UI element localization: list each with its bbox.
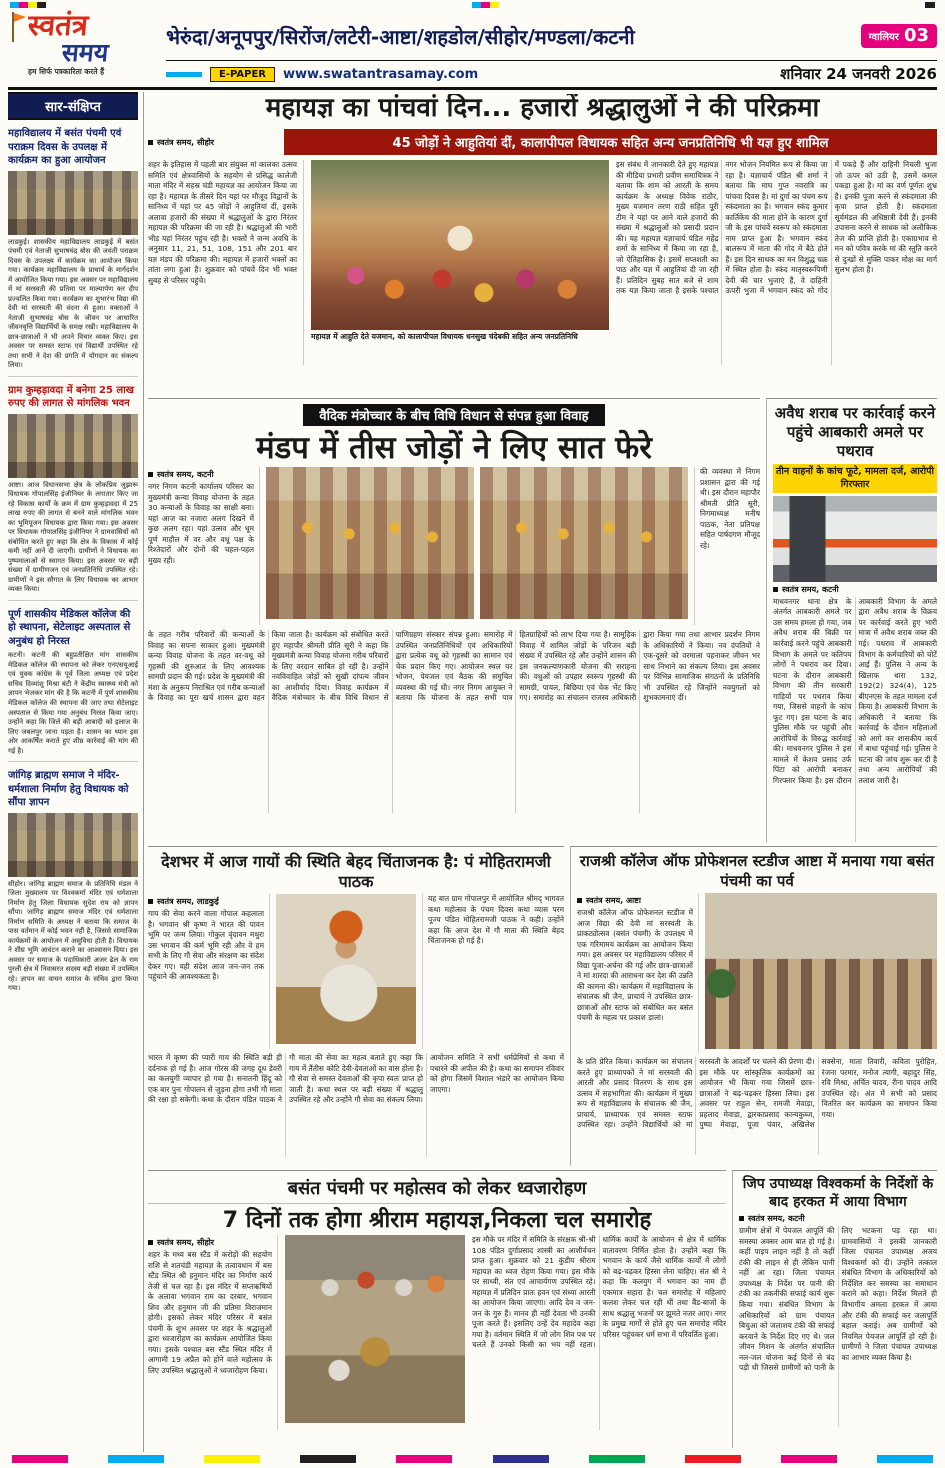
article-ram-mahayagya: [148, 1170, 726, 1448]
body-columns-right: इस संबंध में जानकारी देते हुए महायज्ञ की मीडिया प्रभारी प्रवीण समाचित्रक ने बताया कि शाम को आरती के समय कार्यक्रम के अध्यक्ष विवेक राठौर, मुख्य यजमान तरण राठी सहित पूरी टीम ने यहां पर आने वाले हजारों की संख्या में श्रद्धालुओं को प्रसादी प्रदान की। यह महायज्ञ यज्ञाचार्य पंडित महेंद्र शर्मा के सानिध्य में किया जा रहा है, जो ऐतिहासिक है। इसमें सप्तशती का पाठ और यज्ञ में आहुतियां दी जा रही हैं। प्रतिदिन सुबह सात बजे से शाम तक यज्ञ किया जाता है इसके पश्चात नगर भोजन नियमित रूप से किया जा रहा है। यज्ञाचार्य पंडित श्री शर्मा ने बताया कि माघ गुप्त नवरात्रि का पांचवा दिवस है। मां दुर्गा का पंचम रूप स्कंदमाता का है। भगवान स्कंद कुमार कार्तिकेय की माता होने के कारण दुर्गा जी के इस पांचवें स्वरूप को स्कंदमाता नाम प्राप्त हुआ है। भगवान स्कंद बालरूप में माता की गोद में बैठे होते हैं। इस दिन साधक का मन विशुद्ध चक्र में स्थित होता है। स्कंद मातृस्वरूपिणी देवी की चार भुजाएं हैं, वे दाहिनी ऊपरी भुजा में भगवान स्कंद को गोद में पकड़े हैं और दाहिनी निचली भुजा जो ऊपर को उठी है, उसमें कमल पकड़ा हुआ है। मां का वर्ण पूर्णतः शुभ्र है। इनकी पूजा करने से स्कंदमाता की कृपा प्राप्त होती है। स्कंदमाता सूर्यमंडल की अधिष्ठात्री देवी हैं। इनकी उपासना करने से साधक को अलौकिक तेज की प्राप्ति होती है। एकाग्रभाव से मन को पवित्र करके मां की स्तुति करने से दुःखों से मुक्ति पाकर मोक्ष का मार्ग सुलभ होता है।: [616, 160, 937, 296]
brief-mangalik-bhavan: [8, 384, 138, 601]
brief-college-event: [8, 127, 138, 377]
excise-vehicle-photo: [773, 496, 937, 582]
body-column-left: [148, 1235, 278, 1430]
brief-headline: ग्राम कुम्हड़ावदा में बनेगा 25 लाख रुपए की लागत से मांगलिक भवन: [8, 384, 134, 410]
byline: स्वतंत्र समय, कटनी: [739, 1213, 937, 1224]
wedding-photo-1: [266, 467, 474, 619]
article-mahayagya: [148, 94, 937, 394]
brief-headline: पूर्ण शासकीय मेडिकल कॉलेज की हो स्थापना, सेटेलाइट अस्पताल से अनुबंध हो निरस्त: [8, 608, 131, 647]
body-column-left: [148, 467, 260, 625]
body-columns: माधवनगर थाना क्षेत्र के अंतर्गत आबकारी अमले पर उस समय हमला हो गया, जब अवैध शराब की बिक्री पर कार्रवाई करने पहुंचे आबकारी विभाग के अमले पर कतिपय लोगों ने पथराव कर दिया। घटना के दौरान आबकारी विभाग की तीन सरकारी गाड़ियों पर पथराव किया गया, जिससे वाहनों के कांच फूट गए। इस घटना के बाद पुलिस मौके पर पहुंची और आरोपियों के विरुद्ध कार्रवाई की। माधवनगर पुलिस ने इस मामले में केशव प्रसाद उर्फ पिंटा को आरोपी बनाकर गिरफ्तार किया है। इस दौरान आबकारी विभाग के अमले द्वारा अवैध शराब के विक्रय पर कार्रवाई करते हुए भारी मात्रा में अवैध शराब जब्त की गई। पथराव में आबकारी विभाग के कर्मचारियों को चोटें आई हैं। पुलिस ने अन्य के खिलाफ धारा 132, 192(2) 324(4), 125 बीएनएस के तहत मामला दर्ज किया है। आबकारी विभाग के अधिकारी ने बताया कि कार्रवाई के दौरान महिलाओं को आगे कर शासकीय कार्य में बाधा पहुंचाई गई। पुलिस ने घटना की जांच शुरू कर दी है तथा अन्य आरोपियों की तलाश जारी है।: [773, 596, 937, 785]
print-color-bar: [12, 1455, 933, 1463]
byline: स्वतंत्र समय, सीहोर: [148, 1237, 272, 1248]
page-content: [8, 92, 937, 1452]
brief-medical-college: [8, 608, 138, 762]
brief-body: सीहोर। जांगिड़ ब्राह्मण समाज के प्रतिनिधि मंडल ने जिला मुख्यालय पर विश्वकर्मा मंदिर एवं धर्मशाला निर्माण हेतु जिला विधायक सुदेश राय को ज्ञापन सौंपा। जांगिड़ ब्राह्मण समाज मंदिर एवं धर्मशाला निर्माण समिति के अध्यक्ष ने बताया कि समाज के पास वर्तमान में कोई भवन नहीं है, जिससे सामाजिक कार्यक्रमों के आयोजन में असुविधा होती है। विधायक ने शीघ्र भूमि आवंटन कराने का आश्वासन दिया। इस अवसर पर समाज के पदाधिकारी अजर ढेल के राम पुरली क्षेत्र में निवासरत सदस्य बड़ी संख्या में उपस्थित रहे। ज्ञापन का वाचन समाज के सचिव द्वारा किया गया।: [8, 879, 138, 993]
article-mass-wedding: [148, 398, 760, 842]
body-text: राजश्री कॉलेज ऑफ प्रोफेशनल स्टडीज में आज विद्या की देवी मां सरस्वती के प्राकट्योत्सव (बसंत पंचमी) के उपलक्ष्य में एक गरिमामय कार्यक्रम का आयोजन किया गया। इस अवसर पर महाविद्यालय परिसर में विद्या पूजा-अर्चना की गई और छात्र-छात्राओं ने मां शारदा की आराधना कर देश की उन्नति की कामना की। कार्यक्रम में महाविद्यालय के संचालक श्री जैन, प्राचार्य ने उपस्थित छात्र-छात्राओं और स्टाफ को संबोधित कर बसंत पंचमी के महत्व पर प्रकाश डाला।: [577, 908, 693, 1023]
article-excise-stone-pelting: [766, 398, 937, 842]
sidebar-header: सार-संक्षिप्त: [8, 92, 138, 120]
body-columns-right: इस मौके पर मंदिर में समिति के संरक्षक श्री-श्री 108 पंडित दुर्गाप्रसाद शास्त्री का आशीर्वचन प्राप्त हुआ। शुक्रवार को 21 कुंडीय श्रीराम महायज्ञ का ध्वज रोहण किया गया। इस मौके पर साध्वी, संत एवं आचार्यगण उपस्थित रहे। महायज्ञ में प्रतिदिन प्रातः हवन एवं संध्या आरती का आयोजन किया जाएगा। आदि देव व जन-जन के गुरु हैं। मानव ही नहीं देवता भी उनकी पूजा करते हैं। इसलिए उन्हें देव महादेव कहा गया है। वर्तमान स्थिति में जो लोग शिव पथ पर चलते हैं उनको किसी का भय नहीं रहता। धार्मिक कार्यों के आयोजन से क्षेत्र में धार्मिक वातावरण निर्मित होता है। उन्होंने कहा कि भगवान के कार्य जैसे धार्मिक कार्यों में लोगों को बढ़-चढ़कर हिस्सा लेना चाहिए। संत श्री ने कहा कि कलयुग में भगवान का नाम ही एकमात्र सहारा है। चल समारोह में महिलाएं कलश लेकर चल रही थीं तथा बैंड-बाजों के साथ श्रद्धालु भजनों पर झूमते नजर आए। नगर के प्रमुख मार्गों से होते हुए चल समारोह मंदिर परिसर पहुंचकर धर्म सभा में परिवर्तित हुआ।: [472, 1235, 726, 1350]
article-headline: मंडप में तीस जोड़ों ने लिए सात फेरे: [256, 430, 652, 466]
color-bar-segment: [877, 1455, 933, 1463]
article-headline: 7 दिनों तक होगा श्रीराम महायज्ञ,निकला चल समारोह: [222, 1208, 652, 1233]
body-column-left: शहर के इतिहास में पहली बार संयुक्त मां कालका उत्सव समिति एवं क्षेत्रवासियों के सहयोग से प्रसिद्ध कालेजी माता मंदिर में सहस्र चंडी महायज्ञ का आयोजन किया जा रहा है। महायज्ञ के तीसरे दिन यहां पर मौजूद विद्वानों के सानिध्य में यहां पर 45 जोड़ों ने आहुतियां दीं, इसके अलावा हजारों की संख्या में श्रद्धालुओं के द्वारा निरंतर महायज्ञ की परिक्रमा की जा रही है। श्रद्धालुओं की भारी भीड़ यहां निरंतर पहुंच रही है। भक्तों ने जन्म अवधि के अनुसार 11, 21, 51, 108, 151 और 201 बार यज्ञ मंडप की परिक्रमा की। महायज्ञ में हजारों भक्तों का तांता लगा हुआ है। शुक्रवार को पांचवें दिन भी भक्त सुबह से परिसर पहुंचे।: [148, 160, 304, 365]
article-body: [148, 467, 760, 625]
city-name: ग्वालियर: [868, 32, 899, 43]
procession-photo: [285, 1235, 465, 1423]
color-bar-segment: [108, 1455, 164, 1463]
brief-photo-college-event: [8, 171, 138, 235]
logo-text-samay: समय: [60, 38, 110, 68]
masthead: [8, 10, 937, 90]
news-briefs-sidebar: [8, 92, 144, 1452]
brief-photo-gyapan: [8, 813, 138, 877]
mahayagya-photo: [311, 160, 609, 330]
color-registration-mark: [472, 2, 499, 8]
kathavachak-photo: [276, 894, 416, 1044]
body-text: शहर के मध्य बस स्टैंड में करोड़ों की सहयोग राशि से शतचंडी महायज्ञ के तत्वावधान में बस स्टैंड स्थित श्री हनुमान मंदिर का निर्माण कार्य तेजी से चल रहा है। इस मंदिर में सप्तऋषियों के अलावा भगवान राम का दरबार, भगवान शिव और हनुमान जी की प्रतिमा विराजमान होगी। इसको लेकर मंदिर परिसर में बसंत पंचमी के शुभ अवसर पर शहर के श्रद्धालुओं द्वारा ध्वजारोहण का कार्यक्रम आयोजित किया गया। इसके पश्चात बस स्टैंड स्थित मंदिर में आगामी 19 अप्रैल को होने वाले महोत्सव के लिए उपस्थित श्रद्धालुओं ने ध्वजारोहण किया।: [148, 1250, 272, 1375]
body-columns-bottom: के तहत गरीब परिवारों की कन्याओं के विवाह का सपना साकार हुआ। मुख्यमंत्री कन्या विवाह योजना के तहत वर-वधू को गृहस्थी की शुरुआत के लिए आवश्यक सामग्री प्रदान की गई। प्रदेश के मुख्यमंत्री की मंशा के अनुरूप निराश्रित एवं गरीब कन्याओं के विवाह का पूरा खर्च शासन द्वारा वहन किया जाता है। कार्यक्रम को संबोधित करते हुए महापौर श्रीमती प्रीति सूरी ने कहा कि मुख्यमंत्री कन्या विवाह योजना गरीब परिवारों के लिए वरदान साबित हो रही है। उन्होंने नवविवाहित जोड़ों को सुखी दांपत्य जीवन का आशीर्वाद दिया। विवाह कार्यक्रम में वैदिक मंत्रोच्चार के बीच विधि विधान से पाणिग्रहण संस्कार संपन्न हुआ। समारोह में उपस्थित जनप्रतिनिधियों एवं अधिकारियों द्वारा प्रत्येक वधू को गृहस्थी का सामान एवं चेक प्रदान किए गए। आयोजन स्थल पर भोजन, पेयजल एवं बैठक की समुचित व्यवस्था की गई थी। नगर निगम आयुक्त ने बताया कि योजना के तहत सभी पात्र हितग्राहियों को लाभ दिया गया है। सामूहिक विवाह में शामिल जोड़ों के परिजन बड़ी संख्या में उपस्थित रहे और उन्होंने शासन की इस जनकल्याणकारी योजना की सराहना की। वधुओं को उपहार स्वरूप गृहस्थी की सामग्री, पायल, बिछिया एवं चेक भेंट किए गए। समारोह का संचालन राजस्व अधिकारी द्वारा किया गया तथा आभार प्रदर्शन निगम के अधिकारियों ने किया। नव दंपतियों ने एक-दूसरे को वरमाला पहनाकर जीवन भर साथ निभाने का संकल्प लिया। इस अवसर पर विभिन्न सामाजिक संगठनों के प्रतिनिधि भी उपस्थित रहे जिन्होंने नवयुगलों को शुभकामनाएं दीं।: [148, 630, 760, 703]
logo-text-swatantra: स्वतंत्र: [26, 8, 90, 42]
brief-headline: महाविद्यालय में बसंत पंचमी एवं पराक्रम दिवस के उपलक्ष में कार्यक्रम का हुआ आयोजन: [8, 128, 122, 166]
article-headline: महायज्ञ का पांचवां दिन... हजारों श्रद्धालुओं ने की परिक्रमा: [265, 94, 820, 123]
byline: स्वतंत्र समय, कटनी: [148, 469, 254, 480]
body-column-right: यह बात ग्राम गोपालपुर में आयोजित श्रीमद् भागवत कथा महोत्सव के पंचम दिवस कथा व्यास परम पूज्य पंडित मोहितरामजी पाठक ने कही। उन्होंने कहा कि आज देश में गौ माता की स्थिति बेहद चिंताजनक हो गई है।: [422, 894, 564, 1049]
color-bar-segment: [396, 1455, 452, 1463]
color-bar-segment: [685, 1455, 741, 1463]
edition-date: शनिवार 24 जनवरी 2026: [780, 65, 937, 83]
body-columns-bottom: भारत में कृष्ण की प्यारी गाय की स्थिति बड़ी ही दर्दनाक हो गई है। आज गोरस की जगह दूध डेयरी का कलयुगी व्यापार हो गया है। सनातनी हिंदू को एक बार पुनः गोपालन से जुड़ना होगा तभी गौ माता की रक्षा हो सकेगी। कथा के दौरान पंडित पाठक ने गौ माता की सेवा का महत्व बताते हुए कहा कि गाय में तैंतीस कोटि देवी-देवताओं का वास होता है। गौ सेवा से समस्त देवताओं की कृपा स्वतः प्राप्त हो जाती है। कथा स्थल पर बड़ी संख्या में श्रद्धालु उपस्थित रहे और उन्होंने गौ सेवा का संकल्प लिया। आयोजन समिति ने सभी धर्मप्रेमियों से कथा में पधारने की अपील की है। कथा का समापन रविवार को होगा जिसमें विशाल भंडारे का आयोजन किया जाएगा।: [148, 1053, 564, 1105]
body-column-left: [577, 893, 699, 1053]
byline: स्वतंत्र समय, कटनी: [773, 584, 937, 595]
article-figure: [311, 160, 609, 365]
byline: स्वतंत्र समय, आष्टा: [577, 895, 693, 906]
edition-strip: [166, 12, 937, 60]
article-kicker: बसंत पंचमी पर महोत्सव को लेकर ध्वजारोहण: [148, 1174, 726, 1204]
page-number: 03: [903, 25, 929, 46]
color-registration-mark: [925, 2, 935, 8]
article-cow-condition: [148, 846, 564, 1166]
article-subhead: तीन वाहनों के कांच फूटे, मामला दर्ज, आरोपी गिरफ्तार: [773, 464, 937, 493]
brief-jangid-samaj: [8, 769, 138, 999]
body-text: नगर निगम कटनी कार्यालय परिसर का मुख्यमंत्री कन्या विवाह योजना के तहत 30 कन्याओं के विवाह का साक्षी बना। यहां आज का नजारा अलग दिखने में कुछ अलग रहा। यहां उत्सव और धूम पूर्ण माहौल में वर और वधू पक्ष के रिश्तेदारों और दोनों की चहल-पहल मुख्य रही।: [148, 482, 254, 565]
byline: स्वतंत्र समय, सीहोर: [148, 137, 276, 148]
body-column-right: की व्यवस्था में निगम प्रशासन द्वारा की गई थी। इस दौरान महापौर श्रीमती प्रीति सूरी, निगमाध्यक्ष मनीष पाठक, नेता प्रतिपक्ष सहित पार्षदगण मौजूद रहे।: [694, 467, 760, 625]
brief-body: आष्टा। आज विधानसभा क्षेत्र के लोकप्रिय जुझारू विधायक गोपालसिंह इंजीनियर के लगातार किए जा रहे विकास कार्यों के क्रम में ग्राम कुम्हड़ावदा में 25 लाख रुपए की लागत से बनने वाले मांगलिक भवन का भूमिपूजन विधायक द्वारा किया गया। इस अवसर पर विधायक गोपालसिंह इंजीनियर ने ग्रामवासियों को संबोधित करते हुए कहा कि क्षेत्र के विकास में कोई कमी नहीं आने दी जाएगी। ग्रामीणों ने विधायक का पुष्पमालाओं से स्वागत किया। इस अवसर पर बड़ी संख्या में ग्रामीणजन एवं जनप्रतिनिधि उपस्थित रहे। ग्रामीणों ने इस सौगात के लिए विधायक का आभार व्यक्त किया।: [8, 480, 138, 594]
brief-body: लाडकुई। शासकीय महाविद्यालय लाडकुई में बसंत पंचमी एवं नेताजी सुभाषचंद्र बोस की जयंती पराक्रम दिवस के उपलक्ष्य में कार्यक्रम का आयोजन किया गया। कार्यक्रम महाविद्यालय के प्राचार्य के मार्गदर्शन में आयोजित किया गया। इस अवसर पर महाविद्यालय में मां सरस्वती की प्रतिमा पर माल्यार्पण कर दीप प्रज्वलित किया गया। कार्यक्रम का शुभारंभ विद्या की देवी मां सरस्वती की वंदना से हुआ। वक्ताओं ने नेताजी सुभाषचंद्र बोस के जीवन पर आधारित जीवनवृत्ति विद्यार्थियों के समक्ष रखी। महाविद्यालय के छात्र-छात्राओं ने भी अपने विचार व्यक्त किए। इस अवसर पर समस्त स्टाफ एवं विद्यार्थी उपस्थित रहे तथा सभी ने देश की प्रगति में योगदान का संकल्प लिया।: [8, 237, 138, 370]
edition-locations: भेरुंदा/अनूपपुर/सिरोंज/लटेरी-आष्टा/शहडोल/सीहोर/मण्डला/कटनी: [166, 24, 635, 49]
wedding-photo-2: [480, 467, 688, 619]
tagline: हम सिर्फ पत्रकारिता करते हैं: [28, 67, 105, 77]
newspaper-logo: [10, 10, 158, 86]
article-water-department: [732, 1170, 937, 1448]
article-body: [148, 160, 937, 365]
color-bar-segment: [493, 1455, 549, 1463]
article-headline: देशभर में आज गायों की स्थिति बेहद चिंताजनक है: पं मोहितरामजी पाठक: [161, 852, 551, 891]
body-columns-bottom: के प्रति प्रेरित किया। कार्यक्रम का संचालन करते हुए प्राध्यापकों ने मां सरस्वती की आरती और प्रसाद वितरण के साथ इस उत्सव में सहभागिता की। कार्यक्रम में मुख्य रूप से महाविद्यालय के संचालक श्री जैन, प्राचार्य, प्राध्यापक एवं समस्त स्टाफ उपस्थित रहा। उन्होंने विद्यार्थियों को मां सरस्वती के आदर्शों पर चलने की प्रेरणा दी। इस मौके पर सांस्कृतिक कार्यक्रमों का आयोजन भी किया गया जिसमें छात्र-छात्राओं ने बढ़-चढ़कर हिस्सा लिया। इस अवसर पर राहुल सेन, रामजी मेवाड़ा, प्रहलाद मेवाड़ा, द्वारकाप्रसाद कान्यकुब्ज, पुष्पा मेवाड़ा, पूजा पंवार, अखिलेश सक्सेना, माता तिवारी, कविता पुरोहित, रंजना परमार, मनोज त्यागी, बहादुर सिंह, रवि मिश्रा, अर्चित यादव, रीना यादव आदि उपस्थित रहे। अंत में सभी को प्रसाद वितरित कर कार्यक्रम का समापन किया गया।: [577, 1057, 937, 1130]
brief-headline: जांगिड़ ब्राह्मण समाज ने मंदिर-धर्मशाला निर्माण हेतु विधायक को सौंपा ज्ञापन: [8, 770, 129, 809]
article-body: [148, 1235, 726, 1430]
color-bar-segment: [589, 1455, 645, 1463]
article-body: [148, 894, 564, 1049]
color-bar-segment: [204, 1455, 260, 1463]
article-body: [577, 893, 937, 1053]
subhead-row: [148, 129, 937, 155]
website-url: www.swatantrasamay.com: [283, 66, 479, 82]
photo-caption: महायज्ञ में आहुति देते यजमान, को कालापीपल विधायक धनसुख चंदेबकी सहित अन्य जनप्रतिनिधि: [311, 332, 578, 342]
article-headline: राजश्री कॉलेज ऑफ प्रोफेशनल स्टडीज आष्टा में मनाया गया बसंत पंचमी का पर्व: [579, 852, 935, 890]
article-subhead: 45 जोड़ों ने आहुतियां दीं, कालापीपल विधायक सहित अन्य जनप्रतिनिधि भी यज्ञ हुए शामिल: [284, 129, 937, 155]
cyan-mark: [166, 72, 202, 77]
brief-photo-bhumipujan: [8, 414, 138, 478]
article-headline: जिप उपाध्यक्ष विश्वकर्मा के निर्देशों के बाद हरकत में आया विभाग: [742, 1176, 934, 1211]
byline: स्वतंत्र समय, लाडकुई: [148, 896, 264, 907]
masthead-info-row: [166, 60, 937, 84]
city-page-badge: [861, 24, 937, 48]
color-bar-segment: [300, 1455, 356, 1463]
article-kicker: वैदिक मंत्रोच्चार के बीच विधि विधान से संपन्न हुआ विवाह: [303, 404, 604, 426]
color-bar-segment: [12, 1455, 68, 1463]
college-group-photo: [705, 893, 937, 1049]
article-rajshree-college: [570, 846, 937, 1166]
body-column-left: [148, 894, 270, 1049]
body-columns: ग्रामीण क्षेत्रों में पेयजल आपूर्ति की समस्या अक्सर आम बात हो गई है। कहीं पाइप लाइन नहीं है तो कहीं टंकी की लाइन से ही लेकिन पानी नहीं आ रहा। जिला पंचायत उपाध्यक्ष के निर्देश पर पानी की टंकी का तकनीकी सफाई कार्य शुरू किया गया। संबंधित विभाग के अधिकारियों को ग्राम पंचायत बिचुआ को जलाशय टंकी की सफाई करवाने के निर्देश दिए गए थे। जल जीवन मिशन के अंतर्गत संचालित नल-जल योजना कई दिनों से बंद पड़ी थी जिससे ग्रामीणों को पानी के लिए भटकना पड़ रहा था। ग्रामवासियों ने इसकी जानकारी जिला पंचायत उपाध्यक्ष अजय विश्वकर्मा को दी। उन्होंने तत्काल संबंधित विभाग के अधिकारियों को निर्देशित कर समस्या का समाधान कराने को कहा। निर्देश मिलते ही विभागीय अमला हरकत में आया और टंकी की सफाई कर जलापूर्ति बहाल कराई। अब ग्रामीणों को नियमित पेयजल आपूर्ति हो रही है। ग्रामीणों ने जिला पंचायत उपाध्यक्ष का आभार व्यक्त किया है।: [739, 1226, 937, 1373]
epaper-badge: E-PAPER: [210, 67, 275, 82]
body-text: गाय की सेवा करने वाला गोपाल कहलाता है। भगवान श्री कृष्ण ने भारत की पावन भूमि पर जन्म लिया। गोकुल वृंदावन मथुरा उस भगवान की कर्म भूमि रही और वे हम सभी के लिए गौ सेवा और संरक्षण का संदेश देकर गए। यही संदेश आज जन-जन तक पहुंचाने की आवश्यकता है।: [148, 909, 264, 982]
flag-icon: [10, 12, 26, 42]
article-headline: अवैध शराब पर कार्रवाई करने पहुंचे आबकारी अमले पर पथराव: [774, 404, 936, 460]
brief-body: कटनी। कटनी की बहुप्रतीक्षित मांग शासकीय मेडिकल कॉलेज की स्थापना को लेकर एनएसयूआई एवं युवक कांग्रेस के पूर्व जिला अध्यक्ष एवं प्रदेश सचिव दिव्यांशु मिश्रा बंटी ने केंद्रीय स्वास्थ्य मंत्री को ज्ञापन भेजकर मांग की है कि कटनी में पूर्ण शासकीय मेडिकल कॉलेज की स्थापना की जाए तथा सेटेलाइट अस्पताल से किया गया अनुबंध निरस्त किया जाए। उन्होंने कहा कि जिले की बड़ी आबादी को इलाज के लिए जबलपुर जाना पड़ता है। शासन का ध्यान इस ओर आकर्षित कराते हुए शीघ्र कार्रवाई की मांग की गई है।: [8, 651, 138, 755]
color-bar-segment: [781, 1455, 837, 1463]
print-registration-marks-top: [10, 2, 935, 8]
